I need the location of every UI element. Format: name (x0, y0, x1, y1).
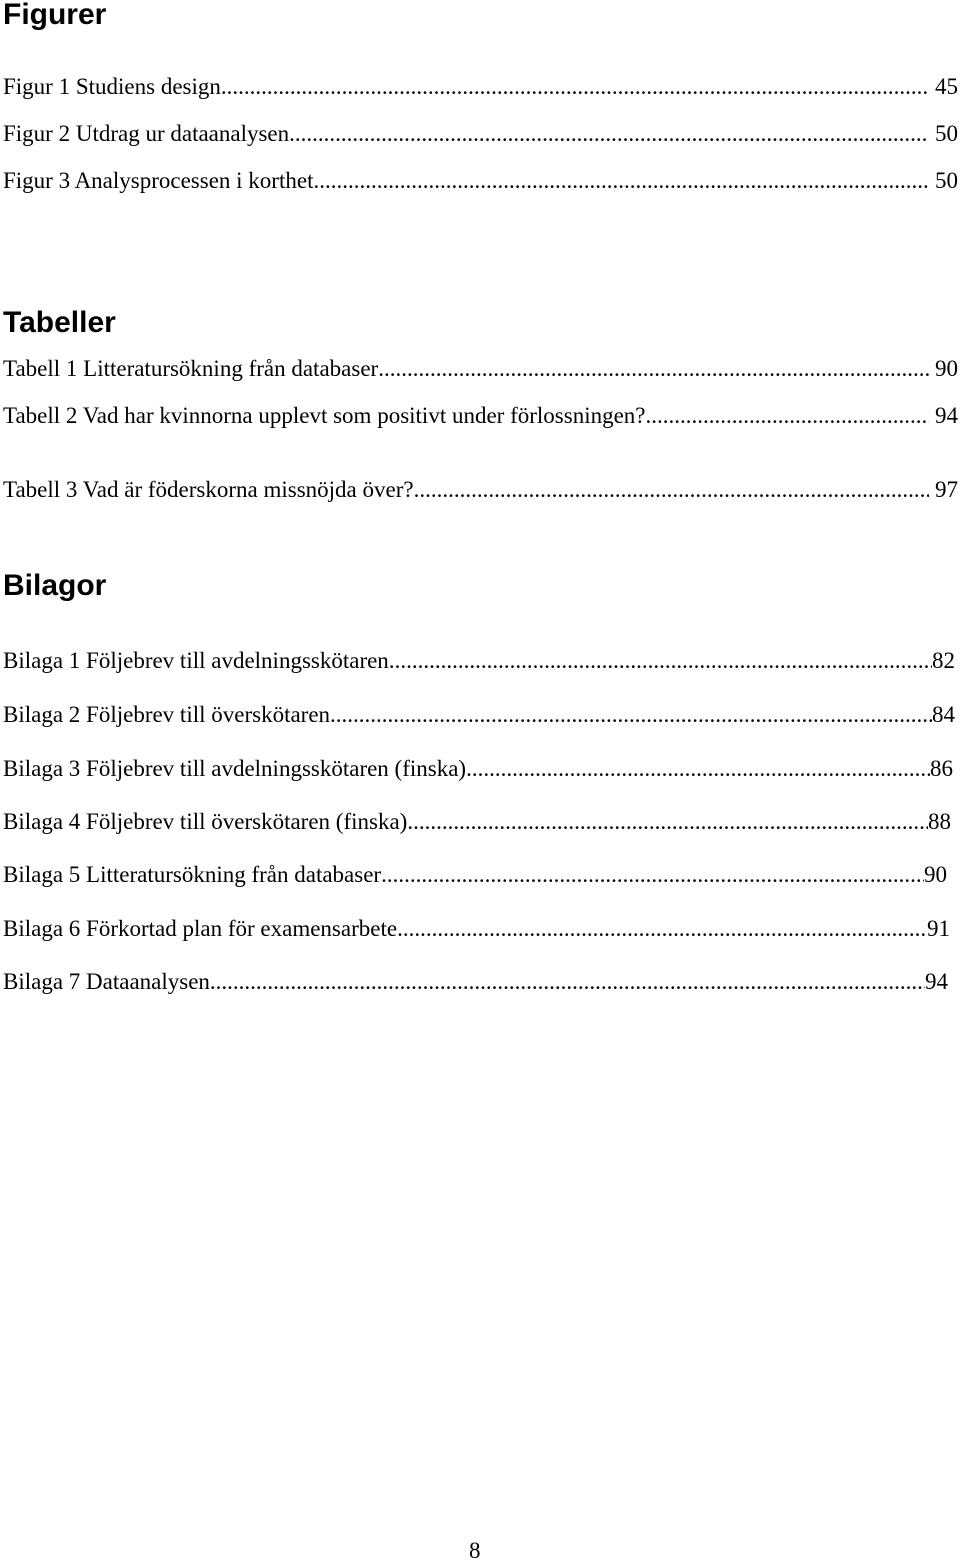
toc-leader-dots (313, 166, 929, 196)
toc-entry-label: Figur 3 Analysprocessen i korthet (3, 168, 314, 193)
toc-leader-dots (397, 914, 927, 944)
heading-tables: Tabeller (3, 306, 116, 339)
toc-leader-dots (646, 401, 930, 431)
toc-entry-table-3[interactable] (3, 475, 958, 505)
toc-entry-label: Bilaga 1 Följebrev till avdelningsskötaren (3, 648, 389, 673)
toc-entry-appendix-5[interactable] (3, 860, 947, 890)
heading-appendices: Bilagor (3, 569, 107, 602)
heading-figures: Figurer (3, 0, 107, 31)
toc-entry-figure-3[interactable] (3, 166, 958, 196)
toc-entry-label: Tabell 2 Vad har kvinnorna upplevt som positivt under förlossningen? (3, 403, 646, 428)
toc-entry-label: Bilaga 3 Följebrev till avdelningsskötaren (finska) (3, 756, 467, 781)
toc-entry-label: Bilaga 5 Litteratursökning från databaser (3, 862, 382, 887)
toc-leader-dots (466, 754, 930, 784)
toc-entry-page: 82 (932, 648, 955, 673)
toc-entry-label: Figur 1 Studiens design (3, 74, 221, 99)
toc-entry-page: 91 (927, 916, 950, 941)
toc-entry-label: Bilaga 2 Följebrev till överskötaren (3, 702, 331, 727)
toc-entry-page: 84 (932, 702, 955, 727)
toc-entry-page: 50 (935, 121, 958, 146)
toc-leader-dots (414, 475, 929, 505)
toc-entry-label: Tabell 3 Vad är föderskorna missnöjda över? (3, 477, 414, 502)
toc-entry-label: Figur 2 Utdrag ur dataanalysen (3, 121, 290, 146)
toc-entry-page: 45 (935, 74, 958, 99)
toc-leader-dots (381, 860, 924, 890)
toc-entry-appendix-6[interactable] (3, 914, 950, 944)
toc-entry-page: 97 (935, 477, 958, 502)
toc-entry-appendix-7[interactable] (3, 967, 948, 997)
toc-entry-page: 90 (924, 862, 947, 887)
toc-leader-dots (210, 967, 925, 997)
toc-leader-dots (378, 354, 929, 384)
toc-entry-label: Bilaga 7 Dataanalysen (3, 969, 210, 994)
toc-entry-appendix-3[interactable] (3, 754, 953, 784)
toc-leader-dots (407, 807, 928, 837)
toc-entry-appendix-2[interactable] (3, 700, 955, 730)
toc-entry-figure-2[interactable] (3, 119, 958, 149)
toc-entry-label: Tabell 1 Litteratursökning från databaser (3, 356, 379, 381)
toc-leader-dots (221, 72, 929, 102)
toc-leader-dots (389, 646, 932, 676)
toc-entry-appendix-1[interactable] (3, 646, 955, 676)
toc-entry-table-1[interactable] (3, 354, 958, 384)
toc-entry-label: Bilaga 4 Följebrev till överskötaren (finska) (3, 809, 408, 834)
toc-entry-page: 90 (935, 356, 958, 381)
toc-entry-page: 94 (935, 403, 958, 428)
toc-entry-figure-1[interactable] (3, 72, 958, 102)
toc-entry-page: 88 (928, 809, 951, 834)
toc-entry-appendix-4[interactable] (3, 807, 951, 837)
toc-entry-page: 50 (935, 168, 958, 193)
toc-entry-table-2[interactable] (3, 401, 958, 431)
toc-entry-page: 86 (930, 756, 953, 781)
toc-entry-label: Bilaga 6 Förkortad plan för examensarbete (3, 916, 398, 941)
toc-leader-dots (330, 700, 932, 730)
toc-leader-dots (289, 119, 929, 149)
toc-entry-page: 94 (925, 969, 948, 994)
page-number: 8 (469, 1538, 481, 1563)
